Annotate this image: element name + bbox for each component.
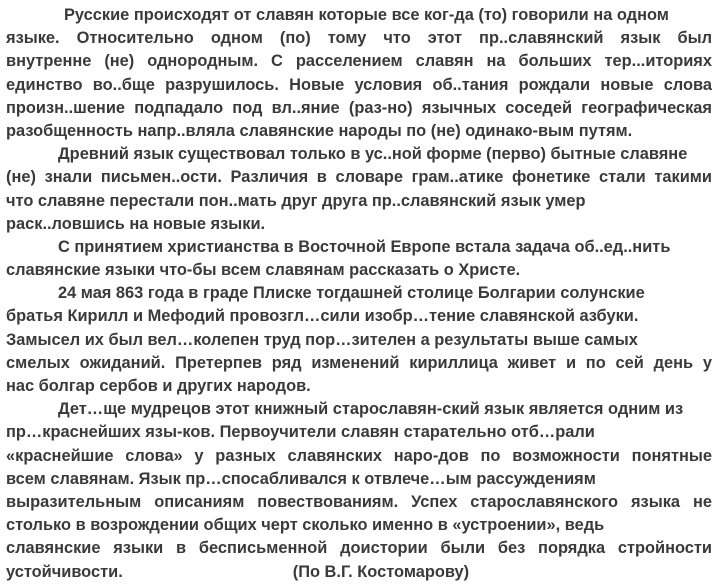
text-line: всем славянам. Язык пр…спосабливался к отвлече…ым рассуждениям <box>6 469 596 488</box>
text-line: Замысел их был вел…колепен труд пор…зителен а результаты выше самых <box>6 330 638 349</box>
text-line: братья Кирилл и Мефодий провозгл…сили изобр…тение славянской азбуки. <box>6 307 639 326</box>
text-line: внутренне (не) однородным. С расселением славян на больших тер...иториях <box>6 52 712 71</box>
text-line: выразительным описаниям повествованиям. Успех старославянского языка не <box>6 492 712 511</box>
text-line: смелых ожиданий. Претерпев ряд изменений кириллица живет и по сей день у <box>6 353 712 372</box>
text-line: (не) знали письмен..ости. Различия в словаре грам..атике фонетике стали такими <box>6 168 712 187</box>
text-line: что славяне перестали пон..мать друг друга пр..славянский язык умер <box>6 191 586 210</box>
text-line-last-body: устойчивости. <box>6 562 123 581</box>
text-line: славянские языки что-бы всем славянам рассказать о Христе. <box>6 261 521 280</box>
text-line: нас болгар сербов и других народов. <box>6 377 311 395</box>
text-line: Древний язык существовал только в ус..ной форме (перво) бытные славяне <box>58 145 688 164</box>
text-line: «краснейшие слова» у разных славянских наро-дов по возможности понятные <box>6 446 712 465</box>
attribution: (По В.Г. Костомарову) <box>292 562 470 581</box>
text-line: Русские происходят от славян которые все ког-да (то) говорили на одном <box>64 6 669 24</box>
document-text <box>6 4 712 584</box>
text-line: раск..ловшись на новые языки. <box>6 214 266 233</box>
text-line: столько в возрождении общих черт сколько именно в «устроении», ведь <box>6 516 605 535</box>
text-line: С принятием христианства в Восточной Европе встала задача об..ед..нить <box>58 237 671 256</box>
text-line: произн..шение подпадало под вл..яние (раз-но) язычных соседей географическая <box>6 98 712 117</box>
text-line: 24 мая 863 года в граде Плиске тогдашней столице Болгарии солунские <box>58 284 645 303</box>
text-line: единство во..бще разрушилось. Новые условия об..тания рождали новые слова <box>6 75 712 94</box>
text-line-last <box>6 561 712 584</box>
text-line: Дет…ще мудрецов этот книжный старославян-ский язык является одним из <box>58 400 684 419</box>
text-line: славянские языки в бесписьменной доистории были без порядка стройности <box>6 539 712 558</box>
text-line: пр…краснейших язы-ков. Первоучители славян старательно отб…рали <box>6 423 595 442</box>
text-line: языке. Относительно одном (по) тому что этот пр..славянский язык был <box>6 29 712 48</box>
text-line: разобщенность напр..вляла славянские народы по (не) одинако-вым путям. <box>6 121 633 140</box>
